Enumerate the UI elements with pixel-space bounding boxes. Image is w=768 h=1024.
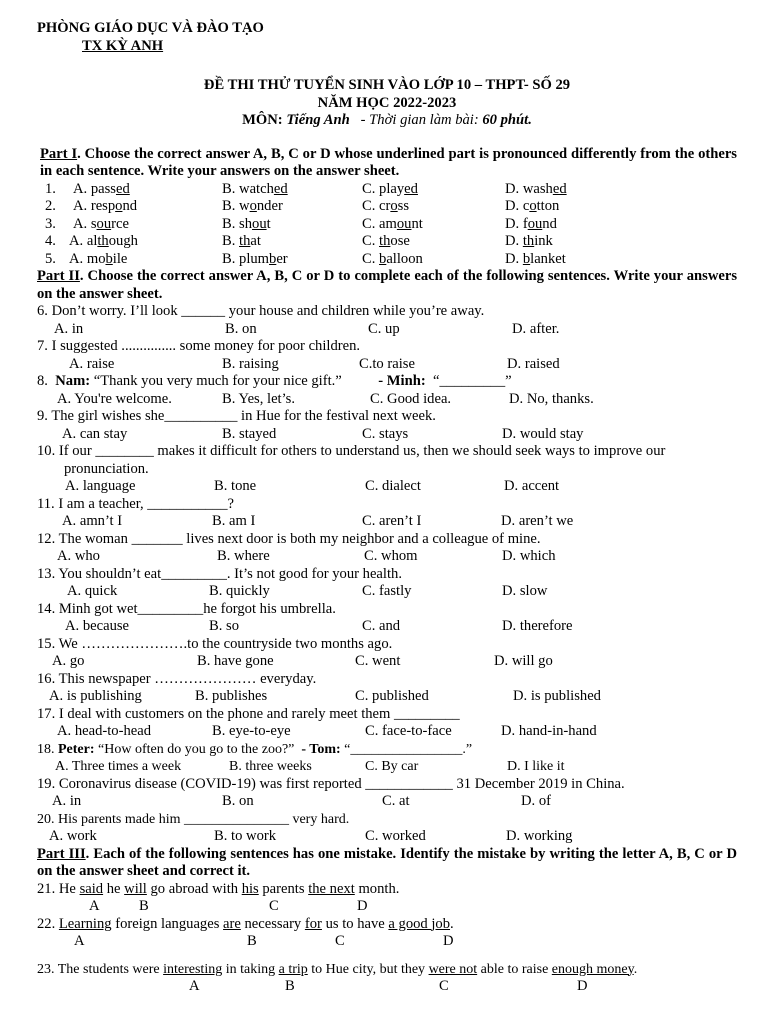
question-5 <box>37 251 737 269</box>
mark-c: C <box>335 933 345 949</box>
question-1 <box>37 181 737 199</box>
options-13 <box>37 583 737 601</box>
question-9: 9. The girl wishes she__________ in Hue for the festival next week. <box>37 408 436 424</box>
option-a: A. because <box>65 618 130 634</box>
option-d: D. blanket <box>505 250 566 267</box>
option-b: B. shout <box>222 215 271 232</box>
option-b: B. quickly <box>209 583 270 599</box>
mark-b: B <box>247 933 257 949</box>
org-town: TX KỲ ANH <box>82 37 164 54</box>
question-number: 4. <box>45 233 56 249</box>
option-d: D. will go <box>494 653 553 669</box>
option-a: A. is publishing <box>49 688 142 704</box>
option-c: C. dialect <box>365 478 421 494</box>
marks-23 <box>37 978 737 996</box>
option-a: A. You're welcome. <box>57 390 172 407</box>
option-a: A. language <box>65 478 136 494</box>
option-c: C. went <box>355 653 401 669</box>
option-d: D. working <box>506 828 573 844</box>
options-16 <box>37 688 737 706</box>
option-a: A. go <box>52 653 85 669</box>
option-d: D. found <box>505 215 557 232</box>
question-17: 17. I deal with customers on the phone and rarely meet them _________ <box>37 705 460 722</box>
options-12 <box>37 548 737 566</box>
options-11 <box>37 513 737 531</box>
mark-a: A <box>189 978 200 994</box>
question-15: 15. We ………………….to the countryside two months ago. <box>37 635 393 652</box>
option-b: B. on <box>222 793 254 809</box>
question-13: 13. You shouldn’t eat_________. It’s not good for your health. <box>37 565 402 582</box>
underlined-part: enough money <box>551 961 634 977</box>
question-4 <box>37 233 737 251</box>
part3-instruction: Part III. Each of the following sentences has one mistake. Identify the mistake by writing the letter A, B, C or D on the answer sheet and correct it. <box>37 845 737 879</box>
option-a: A. who <box>57 548 100 564</box>
question-7: 7. I suggested ............... some money for poor children. <box>37 338 361 354</box>
options-10 <box>37 478 737 496</box>
option-c: C. face-to-face <box>365 723 452 739</box>
question-21: 21. He said he will go abroad with his parents the next month. <box>37 880 400 897</box>
underlined-part: a good job <box>388 915 451 932</box>
option-d: D. is published <box>513 688 601 704</box>
option-d: D. after. <box>512 320 560 337</box>
option-c: C. By car <box>365 759 419 774</box>
question-number: 1. <box>45 180 56 197</box>
options-7 <box>37 356 737 374</box>
option-c: C. published <box>355 688 429 704</box>
option-a: A. quick <box>67 583 118 599</box>
underlined-part: Learning <box>58 915 112 932</box>
option-b: B. have gone <box>197 653 274 669</box>
question-19: 19. Coronavirus disease (COVID-19) was first reported ____________ 31 December 2019 in China. <box>37 775 625 792</box>
question-3 <box>37 216 737 234</box>
part1-instruction: Part I. Choose the correct answer A, B, C or D whose underlined part is pronounced differently from the others in each sentence. Write your answers on the answer sheet. <box>40 145 737 179</box>
mark-a: A <box>74 933 85 949</box>
option-c: C. those <box>362 233 410 249</box>
option-a: A. Three times a week <box>55 759 182 774</box>
question-20: 20. His parents made him _______________ very hard. <box>37 811 350 827</box>
options-15 <box>37 653 737 671</box>
option-b: B. tone <box>214 478 257 494</box>
option-b: B. raising <box>222 355 279 372</box>
option-b: B. so <box>209 618 240 634</box>
option-a: A. in <box>52 793 82 809</box>
mark-c: C <box>439 978 449 994</box>
option-a: A. amn’t I <box>62 513 123 529</box>
question-23: 23. The students were interesting in taking a trip to Hue city, but they were not able to raise enough money. <box>37 961 638 977</box>
option-a: A. respond <box>73 198 138 214</box>
options-8 <box>37 391 737 409</box>
option-c: C. cross <box>362 198 410 214</box>
option-b: B. that <box>222 233 261 249</box>
option-d: D. think <box>505 233 553 249</box>
underlined-part: were not <box>428 961 478 977</box>
question-10: 10. If our ________ makes it difficult for others to understand us, then we should seek ways to improve our <box>37 443 666 459</box>
option-c: C. balloon <box>362 250 423 267</box>
option-b: B. on <box>225 320 257 337</box>
option-b: B. eye-to-eye <box>212 723 291 739</box>
option-c: C. played <box>362 180 418 197</box>
school-year: NĂM HỌC 2022-2023 <box>317 94 457 111</box>
question-14: 14. Minh got wet_________he forgot his umbrella. <box>37 600 336 617</box>
question-number: 2. <box>45 198 56 214</box>
mark-c: C <box>269 898 279 914</box>
option-d: D. slow <box>502 583 548 599</box>
option-d: D. hand-in-hand <box>501 723 597 739</box>
options-19 <box>37 793 737 811</box>
option-b: B. plumber <box>222 250 288 267</box>
option-a: A. although <box>69 233 138 249</box>
option-a: A. passed <box>73 180 130 197</box>
subject: Tiếng Anh <box>286 112 350 128</box>
mark-a: A <box>89 898 100 914</box>
options-20 <box>37 828 737 846</box>
option-c: C. Good idea. <box>370 390 452 407</box>
time-limit: 60 phút. <box>482 112 532 128</box>
option-c: C. stays <box>362 425 409 442</box>
underlined-part: said <box>79 880 104 897</box>
option-d: D. No, thanks. <box>509 390 594 407</box>
options-17 <box>37 723 737 741</box>
question-18: 18. Peter: “How often do you go to the zoo?” - Tom: “________________.” <box>37 741 473 757</box>
question-16: 16. This newspaper ………………… everyday. <box>37 670 317 687</box>
option-c: C. worked <box>365 828 426 844</box>
question-6: 6. Don’t worry. I’ll look ______ your house and children while you’re away. <box>37 303 485 319</box>
mark-d: D <box>357 898 368 914</box>
options-18 <box>37 758 737 776</box>
underlined-part: his <box>241 880 259 897</box>
marks-22 <box>37 933 737 951</box>
option-a: A. in <box>54 320 84 337</box>
question-12: 12. The woman _______ lives next door is both my neighbor and a colleague of mine. <box>37 530 541 547</box>
part1-question-list <box>37 181 737 269</box>
option-b: B. am I <box>212 513 256 529</box>
option-b: B. to work <box>214 828 277 844</box>
subject-line: MÔN: Tiếng Anh - Thời gian làm bài: 60 phút. <box>242 112 532 128</box>
option-b: B. three weeks <box>229 759 312 774</box>
option-a: A. source <box>73 215 129 232</box>
option-a: A. mobile <box>69 250 128 267</box>
option-a: A. can stay <box>62 425 128 442</box>
option-c: C. at <box>382 793 410 809</box>
option-b: B. wonder <box>222 198 283 214</box>
option-b: B. Yes, let’s. <box>222 390 295 407</box>
option-c: C. up <box>368 320 400 337</box>
question-2 <box>37 198 737 216</box>
question-22: 22. Learning foreign languages are necessary for us to have a good job. <box>37 915 454 932</box>
mark-d: D <box>577 978 588 994</box>
option-b: B. publishes <box>195 688 268 704</box>
underlined-part: will <box>124 880 147 897</box>
question-number: 5. <box>45 250 56 267</box>
options-6 <box>37 321 737 339</box>
option-d: D. therefore <box>502 618 573 634</box>
option-c: C. fastly <box>362 583 412 599</box>
underlined-part: for <box>304 915 322 932</box>
option-d: D. washed <box>505 180 567 197</box>
option-d: D. which <box>502 548 556 564</box>
option-d: D. raised <box>507 355 560 372</box>
option-c: C. and <box>362 618 401 634</box>
option-d: D. of <box>521 793 551 809</box>
options-9 <box>37 426 737 444</box>
option-a: A. head-to-head <box>57 723 152 739</box>
marks-21 <box>37 898 737 916</box>
option-d: D. accent <box>504 478 560 494</box>
option-b: B. watched <box>222 180 288 197</box>
question-11: 11. I am a teacher, ___________? <box>37 495 235 512</box>
question-10-cont: pronunciation. <box>64 460 149 477</box>
option-d: D. I like it <box>507 759 565 774</box>
underlined-part: interesting <box>163 961 223 977</box>
question-8: 8. Nam: “Thank you very much for your nice gift.” - Minh: “_________” <box>37 373 512 389</box>
mark-b: B <box>139 898 149 914</box>
exam-page <box>37 20 737 996</box>
part2-instruction: Part II. Choose the correct answer A, B, C or D to complete each of the following sentences. Write your answers on the answer sheet. <box>37 268 737 302</box>
option-c: C.to raise <box>359 355 415 372</box>
underlined-part: are <box>223 915 241 932</box>
options-14 <box>37 618 737 636</box>
option-b: B. stayed <box>222 425 277 442</box>
option-a: A. work <box>49 828 97 844</box>
mark-b: B <box>285 978 295 994</box>
mark-d: D <box>443 933 454 949</box>
option-d: D. would stay <box>502 425 584 442</box>
underlined-part: the next <box>308 880 355 897</box>
option-a: A. raise <box>69 355 115 372</box>
question-number: 3. <box>45 215 56 232</box>
org-name: PHÒNG GIÁO DỤC VÀ ĐÀO TẠO <box>37 20 264 36</box>
option-b: B. where <box>217 548 270 564</box>
option-c: C. aren’t I <box>362 513 422 529</box>
exam-title: ĐỀ THI THỬ TUYỂN SINH VÀO LỚP 10 – THPT- SỐ 29 <box>203 77 571 93</box>
option-d: D. cotton <box>505 198 560 214</box>
option-d: D. aren’t we <box>501 513 574 529</box>
option-c: C. whom <box>364 548 418 564</box>
underlined-part: a trip <box>278 961 308 977</box>
option-c: C. amount <box>362 215 423 232</box>
